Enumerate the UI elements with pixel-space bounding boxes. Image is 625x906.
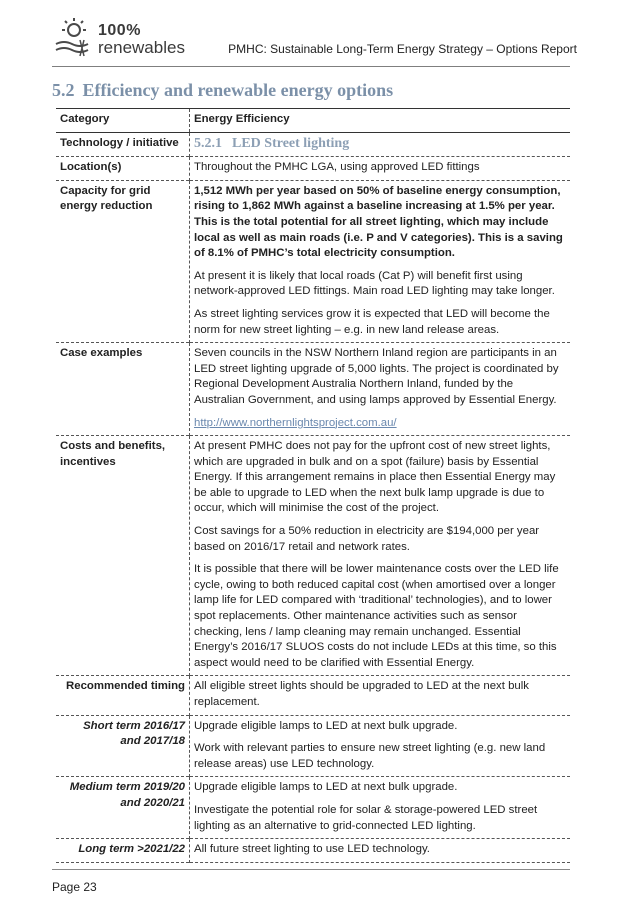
- logo: [52, 16, 212, 60]
- medium-term-cell: [190, 777, 571, 839]
- case-label: Case examples: [56, 343, 190, 436]
- case-cell: [190, 343, 571, 436]
- section-heading: [52, 80, 393, 101]
- costs-paragraph-1: At present PMHC does not pay for the upfront cost of new street lights, which are upgraded in bulk and on a spot (failure) basis by Essential Energy. If this arrangement remains in place then Essential Energy may be able to upgrade to LED when the next bulk lamp upgrade is due to occur, which will minimise the cost of the project.: [194, 440, 556, 515]
- table-row-category: [56, 109, 570, 133]
- table-row-medium-term: [56, 777, 570, 839]
- capacity-paragraph-2: At present it is likely that local roads (Cat P) will benefit first using network-approved LED fittings. Main road LED lighting may take longer.: [194, 269, 555, 298]
- section-number: 5.2: [52, 80, 75, 100]
- category-value: Energy Efficiency: [194, 113, 290, 125]
- costs-label: Costs and benefits, incentives: [56, 436, 190, 676]
- section-title: Efficiency and renewable energy options: [82, 80, 394, 100]
- header-rule: [52, 66, 570, 67]
- technology-value: LED Street lighting: [232, 135, 350, 151]
- medium-term-paragraph-1: Upgrade eligible lamps to LED at next bulk upgrade.: [194, 781, 458, 794]
- renewables-logo-icon: [52, 18, 96, 58]
- table-row-timing: [56, 676, 570, 715]
- northern-lights-link[interactable]: http://www.northernlightsproject.com.au/: [194, 416, 397, 429]
- page-header: [52, 16, 577, 60]
- options-table: [56, 108, 570, 863]
- technology-heading: [194, 136, 349, 151]
- medium-term-paragraph-2: Investigate the potential role for solar & storage-powered LED street lighting as an alternative to grid-connected LED lighting.: [194, 803, 538, 832]
- case-link-paragraph: [194, 416, 566, 432]
- long-term-label: Long term >2021/22: [56, 839, 190, 863]
- short-term-cell: [190, 715, 571, 777]
- capacity-paragraph-1: 1,512 MWh per year based on 50% of baseline energy consumption, rising to 1,862 MWh against a baseline increasing at 1.5% per year. This is the total potential for all street lighting, which may include local as well as main roads (i.e. P and V categories). This is a saving of 8.1% of PMHC’s total electricity consumption.: [194, 184, 563, 260]
- case-paragraph-1: Seven councils in the NSW Northern Inland region are participants in an LED street lighting upgrade of 5,000 lights. The project is coordinated by Regional Development Australia Northern Inland, funded by the Australian Government, and using lamps approved by Essential Energy.: [194, 347, 559, 406]
- table-row-case-examples: [56, 343, 570, 436]
- technology-number: 5.2.1: [194, 135, 222, 151]
- short-term-paragraph-2: Work with relevant parties to ensure new street lighting (e.g. new land release areas) use LED technology.: [194, 742, 546, 770]
- costs-cell: [190, 436, 571, 676]
- capacity-paragraph-3: As street lighting services grow it is expected that LED will become the norm for new street lighting – e.g. in new land release areas.: [194, 307, 550, 336]
- table-row-costs: [56, 436, 570, 676]
- short-term-paragraph-1: Upgrade eligible lamps to LED at next bulk upgrade.: [194, 719, 458, 732]
- short-term-label: Short term 2016/17 and 2017/18: [56, 715, 190, 777]
- table-row-short-term: [56, 715, 570, 777]
- capacity-label: Capacity for grid energy reduction: [56, 180, 190, 342]
- location-label: Location(s): [56, 157, 190, 181]
- table-row-technology: [56, 132, 570, 157]
- timing-value: All eligible street lights should be upgraded to LED at the next bulk replacement.: [194, 680, 529, 708]
- location-value: Throughout the PMHC LGA, using approved LED fittings: [194, 161, 480, 174]
- document-title: PMHC: Sustainable Long-Term Energy Strategy – Options Report: [228, 42, 577, 56]
- technology-cell: [190, 132, 571, 157]
- capacity-cell: [190, 180, 571, 342]
- table-row-capacity: [56, 180, 570, 342]
- logo-text-renewables: renewables: [98, 38, 185, 57]
- table-row-long-term: [56, 839, 570, 863]
- timing-label: Recommended timing: [56, 676, 190, 715]
- technology-label: Technology / initiative: [56, 132, 190, 157]
- medium-term-label: Medium term 2019/20 and 2020/21: [56, 777, 190, 839]
- costs-paragraph-3: It is possible that there will be lower maintenance costs over the LED life cycle, owing to both reduced capital cost (when amortised over a longer lamp life for LED compared with ‘traditional’ technologies), and to lower spot replacements. Other maintenance activities such as sensor checking, lens / lamp cleaning may remain unchanged. Essential Energy’s 2016/17 SLUOS costs do not include LEDs at this time, so this aspect would need to be clarified with Essential Energy.: [194, 563, 559, 669]
- category-label: Category: [56, 109, 190, 133]
- logo-text-100: 100%: [98, 22, 141, 39]
- costs-paragraph-2: Cost savings for a 50% reduction in electricity are $194,000 per year based on 2016/17 retail and network rates.: [194, 525, 540, 553]
- table-row-location: [56, 157, 570, 181]
- long-term-value: All future street lighting to use LED technology.: [194, 843, 430, 856]
- page-number: Page 23: [52, 880, 97, 894]
- footer-rule: [52, 869, 570, 870]
